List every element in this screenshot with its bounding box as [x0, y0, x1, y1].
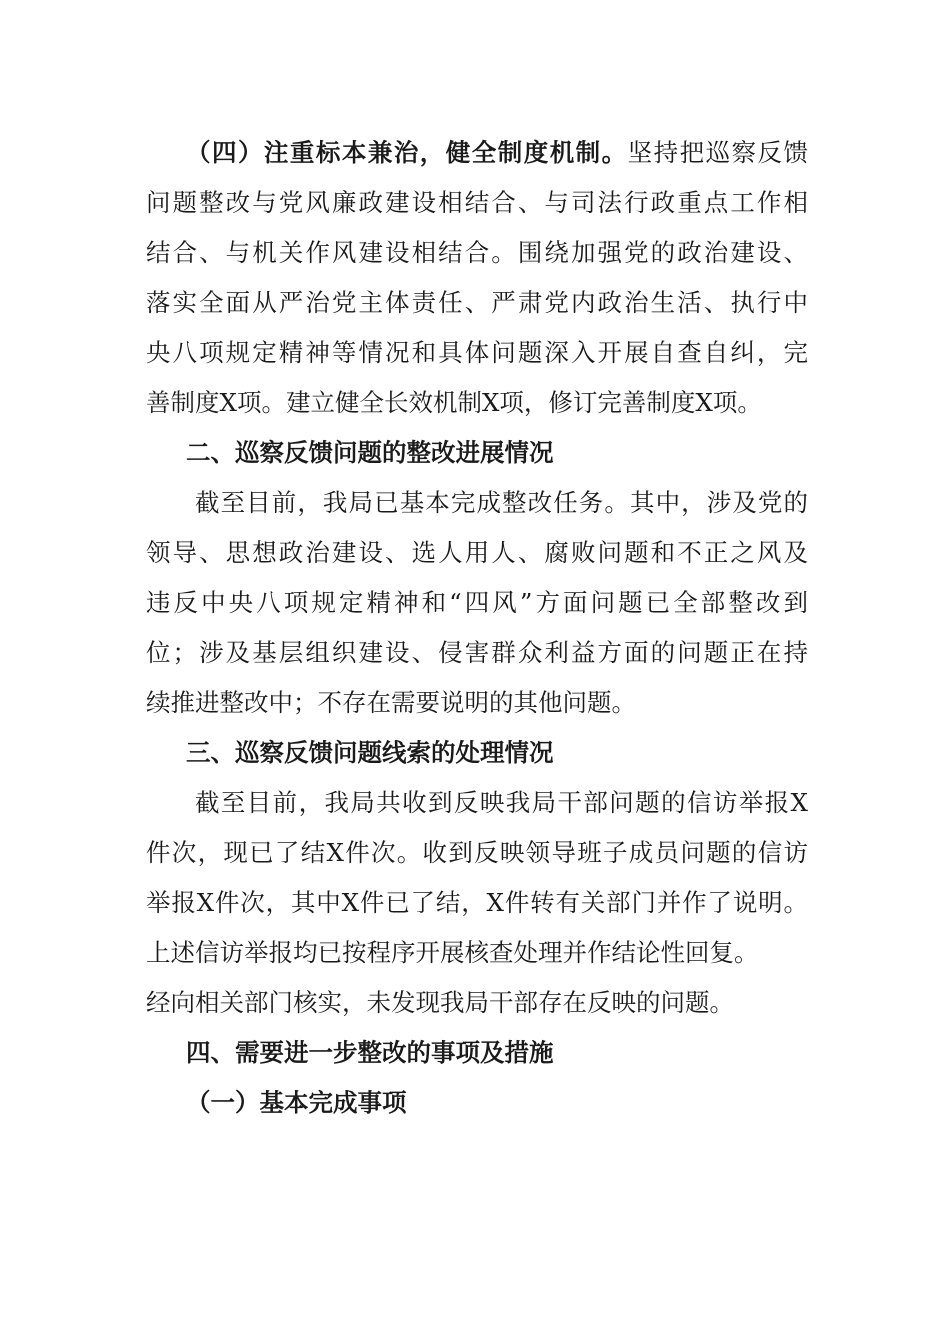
- section4-line-2: 问题整改与党风廉政建设相结合、与司法行政重点工作相: [146, 188, 808, 217]
- para3-line-2: 件次，现已了结X件次。收到反映领导班子成员问题的信访: [146, 838, 808, 867]
- section4-line-6: 善制度X项。建立健全长效机制X项，修订完善制度X项。: [146, 388, 762, 417]
- heading-further-rectification: 四、需要进一步整改的事项及措施: [186, 1038, 554, 1067]
- para2-line-3: 违反中央八项规定精神和“四风”方面问题已全部整改到: [146, 588, 808, 617]
- para2-line-2: 领导、思想政治建设、选人用人、腐败问题和不正之风及: [146, 538, 808, 567]
- para3-line-5: 经向相关部门核实，未发现我局干部存在反映的问题。: [146, 988, 734, 1017]
- heading-progress: 二、巡察反馈问题的整改进展情况: [186, 438, 554, 467]
- section4-line-4: 落实全面从严治党主体责任、严肃党内政治生活、执行中: [146, 288, 808, 317]
- section4-line-1-rest: 坚持把巡察反馈: [627, 138, 809, 167]
- para3-line-1: 截至目前，我局共收到反映我局干部问题的信访举报X: [195, 788, 808, 817]
- document-body: [146, 128, 808, 1128]
- para2-line-1: 截至目前，我局已基本完成整改任务。其中，涉及党的: [195, 488, 808, 517]
- para3-line-3: 举报X件次，其中X件已了结，X件转有关部门并作了说明。: [146, 888, 808, 917]
- section4-lead: （四）注重标本兼治，健全制度机制。: [186, 138, 628, 167]
- para2-line-5: 续推进整改中；不存在需要说明的其他问题。: [146, 688, 636, 717]
- section4-line-3: 结合、与机关作风建设相结合。围绕加强党的政治建设、: [146, 238, 808, 267]
- para3-line-4: 上述信访举报均已按程序开展核查处理并作结论性回复。: [146, 938, 759, 967]
- section4-line-1: [146, 128, 808, 178]
- para2-line-4: 位；涉及基层组织建设、侵害群众利益方面的问题正在持: [146, 638, 808, 667]
- heading-clues: 三、巡察反馈问题线索的处理情况: [186, 738, 554, 767]
- subheading-basically-completed: （一）基本完成事项: [186, 1088, 407, 1117]
- section4-line-5: 央八项规定精神等情况和具体问题深入开展自查自纠，完: [146, 338, 808, 367]
